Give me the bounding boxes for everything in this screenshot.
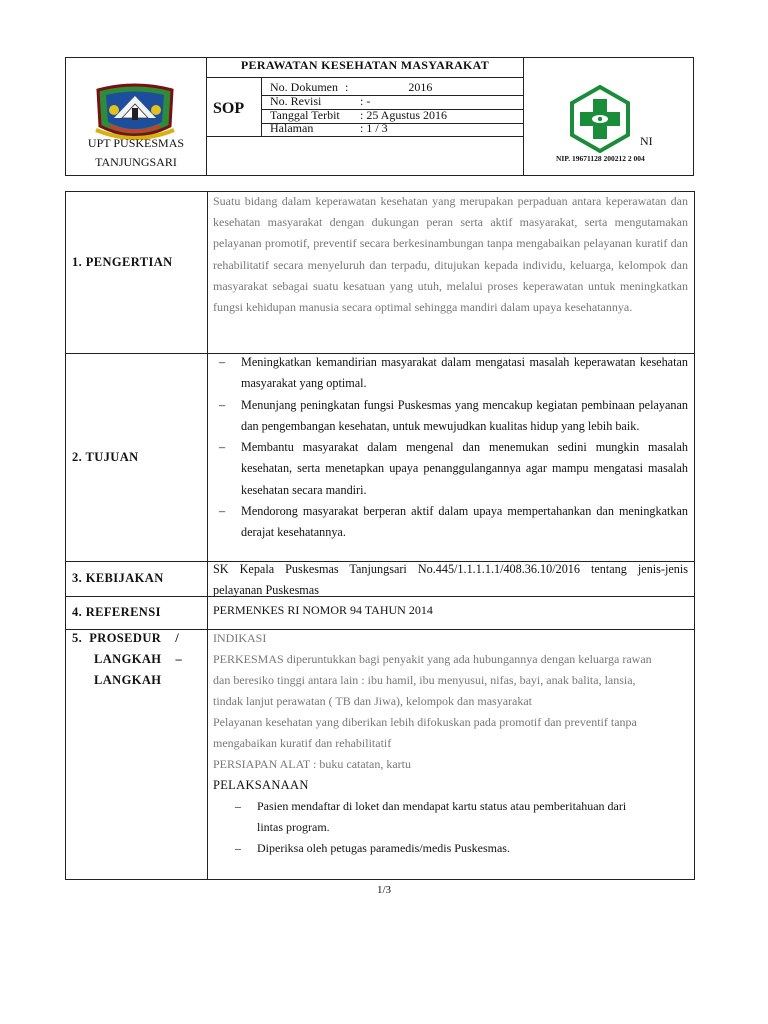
org-name-line2: TANJUNGSARI — [95, 155, 177, 169]
org-name-line1: UPT PUSKESMAS — [87, 136, 185, 150]
header-divider — [206, 58, 207, 175]
persiapan-alat: PERSIAPAN ALAT : buku catatan, kartu — [213, 757, 411, 771]
page-label: Halaman — [270, 121, 314, 135]
header-divider — [206, 77, 523, 78]
doc-number-label: No. Dokumen — [270, 80, 338, 94]
list-item — [213, 437, 688, 501]
regional-emblem-logo — [92, 82, 178, 142]
list-item — [213, 796, 647, 838]
indikasi-heading: INDIKASI — [213, 631, 267, 645]
issue-date-label: Tanggal Terbit — [270, 108, 340, 122]
puskesmas-logo — [566, 85, 634, 153]
dash-bullet: – — [219, 397, 226, 412]
dash-bullet: – — [235, 799, 241, 813]
section-label-referensi: 4. REFERENSI — [72, 605, 161, 619]
indikasi-text: PERKESMAS diperuntukkan bagi penyakit yang ada hubungannya dengan keluarga rawan dan beresiko tinggi antara lain : ibu hamil, ibu menyusui, nifas, bayi, anak balita, lansia, tindak lanjut perawatan ( TB dan Jiwa), kelompok dan masyarakat — [213, 652, 652, 708]
header-divider — [523, 58, 524, 175]
sop-label: SOP — [213, 100, 245, 117]
table-column-divider — [207, 192, 208, 879]
document-title: PERAWATAN KESEHATAN MASYARAKAT — [240, 58, 490, 72]
list-item-text: Pasien mendaftar di loket dan mendapat kartu status atau pemberitahuan dari lintas program. — [257, 799, 627, 834]
pengertian-text: Suatu bidang dalam keperawatan kesehatan yang merupakan perpaduan antara keperawatan dan kesehatan masyarakat dengan dukungan peran serta aktif masyarakat, serta mengutamakan pelayanan promotif, preventif secara berkesinambungan tanpa mengabaikan pelayanan kuratif dan rehabilitatif secara menyeluruh dan terpadu, ditujukan kepada individu, keluarga, kelompok dan masyarakat sebagai suatu kesatuan yang utuh, melalui proses keperawatan untuk meningkatkan fungsi kehidupan manusia secara optimal sehingga mandiri dalam upaya kesehatannya. — [213, 194, 688, 315]
section-label-langkah-2: LANGKAH — [94, 673, 162, 687]
header-divider — [261, 78, 262, 136]
signer-nip: NIP. 19671128 200212 2 004 — [556, 154, 645, 163]
dash-bullet: – — [219, 440, 226, 455]
section-label-tujuan: 2. TUJUAN — [72, 450, 139, 464]
page-number: 1/3 — [376, 884, 392, 896]
list-item-text: Membantu masyarakat dalam mengenal dan menemukan sedini mungkin masalah kesehatan, serta menetapkan upaya penanggulangannya agar mampu mengatasi masalah kesehatan secara mandiri. — [241, 440, 688, 497]
fokus-text: Pelayanan kesehatan yang diberikan lebih difokuskan pada promotif dan preventif tanpa mengabaikan kuratif dan rehabilitatif — [213, 715, 637, 750]
pelaksanaan-heading: PELAKSANAAN — [213, 778, 309, 792]
list-item — [213, 395, 688, 438]
tujuan-list — [213, 352, 688, 544]
list-item-text: Diperiksa oleh petugas paramedis/medis Puskesmas. — [257, 841, 510, 855]
page-value: : 1 / 3 — [360, 121, 388, 135]
issue-date-value: : 25 Agustus 2016 — [360, 108, 448, 122]
section-label-kebijakan: 3. KEBIJAKAN — [72, 571, 164, 585]
section-label-pengertian: 1. PENGERTIAN — [72, 255, 173, 269]
dash-bullet: – — [235, 841, 241, 855]
doc-number-value: : 2016 — [345, 80, 433, 94]
list-item — [213, 352, 688, 395]
list-item-text: Meningkatkan kemandirian masyarakat dalam mengatasi masalah keperawatan kesehatan masyarakat yang optimal. — [241, 355, 688, 391]
list-item-text: Menunjang peningkatan fungsi Puskesmas yang mencakup kegiatan pembinaan pelayanan dan pengembangan kesehatan, untuk mewujudkan kualitas hidup yang lebih baik. — [241, 397, 688, 433]
section-label-prosedur: 5. PROSEDUR / — [72, 631, 180, 645]
revision-value: : - — [360, 94, 371, 108]
dash-bullet: – — [219, 355, 226, 369]
kebijakan-text: SK Kepala Puskesmas Tanjungsari No.445/1.1.1.1.1/408.36.10/2016 tentang jenis-jenis pelayanan Puskesmas — [213, 562, 688, 598]
section-label-langkah: LANGKAH – — [94, 652, 183, 666]
list-item-text: Mendorong masyarakat berperan aktif dalam upaya mempertahankan dan meningkatkan derajat kesehatannya. — [241, 504, 688, 540]
list-item — [213, 838, 683, 859]
prosedur-content — [213, 628, 683, 859]
revision-label: No. Revisi — [270, 94, 322, 108]
signer-name-fragment: NI — [640, 134, 653, 148]
list-item — [213, 501, 688, 544]
header-divider — [206, 136, 523, 137]
dash-bullet: – — [219, 504, 226, 519]
referensi-text: PERMENKES RI NOMOR 94 TAHUN 2014 — [213, 603, 433, 617]
